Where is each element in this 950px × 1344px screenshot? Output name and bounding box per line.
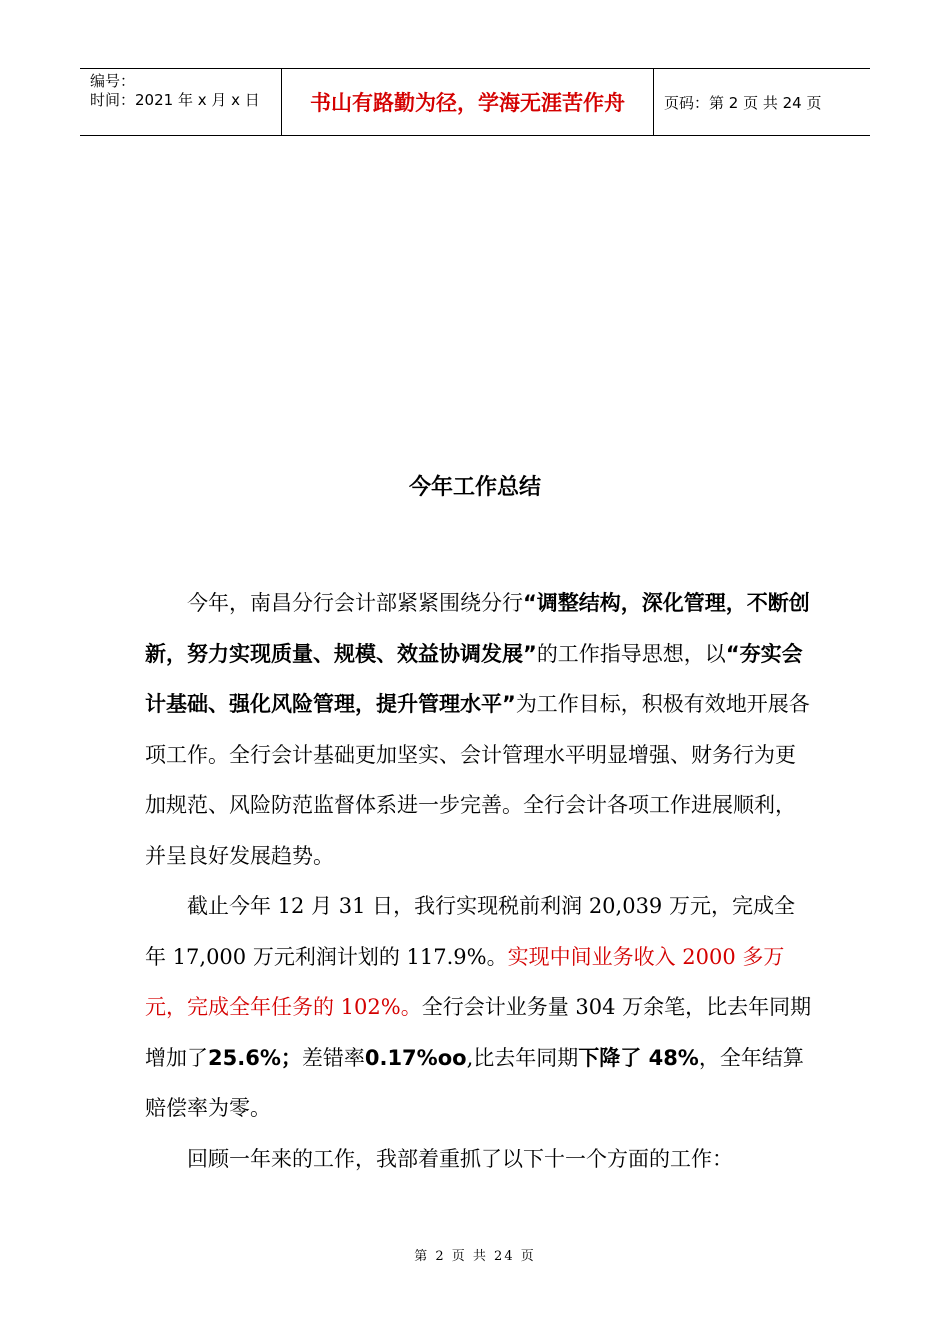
p1-text-2: 的工作指导思想，以: [536, 641, 726, 666]
page-title: 今年工作总结: [408, 475, 541, 500]
p2-bold-percent: 48%: [641, 1045, 699, 1070]
p1-bold-guideline: “调整结构，深化管理，不断创新，努力实现质量、规模、效益协调发展”: [145, 591, 810, 666]
p2-bold-increase: 25.6%；: [208, 1045, 302, 1070]
header-table: [80, 68, 870, 136]
document-number-label: 编号：: [90, 72, 136, 90]
p2-text-3: 差错率: [301, 1045, 365, 1070]
paragraph-1: [145, 578, 815, 881]
page-footer: 第 2 页 共 24 页: [414, 1249, 536, 1264]
p1-text-1: 今年，南昌分行会计部紧紧围绕分行: [187, 591, 523, 615]
p2-red-highlight: 实现中间业务收入 2000 多万元，完成全年任务的 102%。: [145, 944, 785, 1019]
p1-bold-goal: “夯实会计基础、强化风险管理，提升管理水平”: [145, 641, 803, 716]
p2-bold-decrease: 下降了: [578, 1045, 642, 1070]
p2-text-4: ,比去年同期: [466, 1045, 579, 1070]
header-page-info: 页码：第 2 页 共 24 页: [664, 93, 822, 112]
p2-text-5: ，全年结算赔偿率为零。: [145, 1045, 804, 1120]
p2-text-2: 全行会计业务量 304 万余笔，比去年同期增加了: [145, 995, 812, 1070]
p2-text-1: 截止今年 12 月 31 日，我行实现税前利润 20,039 万元，完成全年 17,000 万元利润计划的 117.9%。: [145, 894, 795, 969]
p1-text-3: 为工作目标，积极有效地开展各项工作。全行会计基础更加坚实、会计管理水平明显增强、财务行为更加规范、风险防范监督体系进一步完善。全行会计各项工作进展顺利，并呈良好发展趋势。: [145, 692, 810, 868]
p2-bold-error-rate: 0.17%oo: [364, 1045, 467, 1070]
header-meta-cell: [80, 69, 282, 135]
paragraph-3: 回顾一年来的工作，我部着重抓了以下十一个方面的工作：: [187, 1146, 733, 1171]
document-time-label: 时间：2021 年 x 月 x 日: [90, 91, 260, 109]
paragraph-2: [145, 881, 815, 1134]
document-body: [145, 578, 815, 1184]
header-motto: 书山有路勤为径，学海无涯苦作舟: [282, 69, 654, 135]
